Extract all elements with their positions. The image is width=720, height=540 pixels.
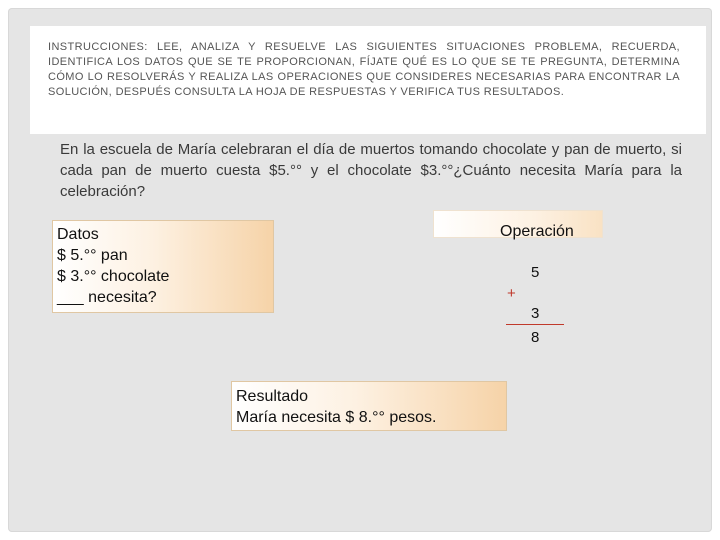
operacion-title: Operación [500, 223, 574, 240]
addend-2: 3 [531, 305, 540, 322]
problem-statement: En la escuela de María celebraran el día de muertos tomando chocolate y pan de muerto, si cada pan de muerto cuesta $5.°° y el chocolate $3.°°¿Cuánto necesita María para la celebración? [60, 141, 682, 200]
addend-1: 5 [531, 264, 540, 281]
sum-line [506, 324, 564, 325]
datos-line: $ 3.°° chocolate [57, 268, 170, 285]
plus-sign: + [507, 285, 516, 302]
datos-line: ___ necesita? [57, 289, 157, 306]
datos-line: $ 5.°° pan [57, 247, 128, 264]
resultado-box [231, 381, 507, 431]
datos-title: Datos [57, 226, 99, 243]
operacion-box [433, 210, 603, 238]
instructions-text: INSTRUCCIONES: LEE, ANALIZA Y RESUELVE LAS SIGUIENTES SITUACIONES PROBLEMA, RECUERDA, IDENTIFICA LOS DATOS QUE SE TE PROPORCIONAN, FÍJATE QUÉ ES LO QUE SE TE PREGUNTA, DETERMINA CÓMO LO RESOLVERÁS Y REALIZA LAS OPERACIONES QUE CONSIDERES NECESARIAS PARA ENCONTRAR LA SOLUCIÓN, DESPUÉS CONSULTA LA HOJA DE RESPUESTAS Y VERIFICA TUS RESULTADOS. [30, 26, 706, 134]
sum-result: 8 [531, 329, 540, 346]
datos-box [52, 220, 274, 313]
resultado-text: María necesita $ 8.°° pesos. [236, 409, 437, 426]
resultado-title: Resultado [236, 388, 309, 405]
